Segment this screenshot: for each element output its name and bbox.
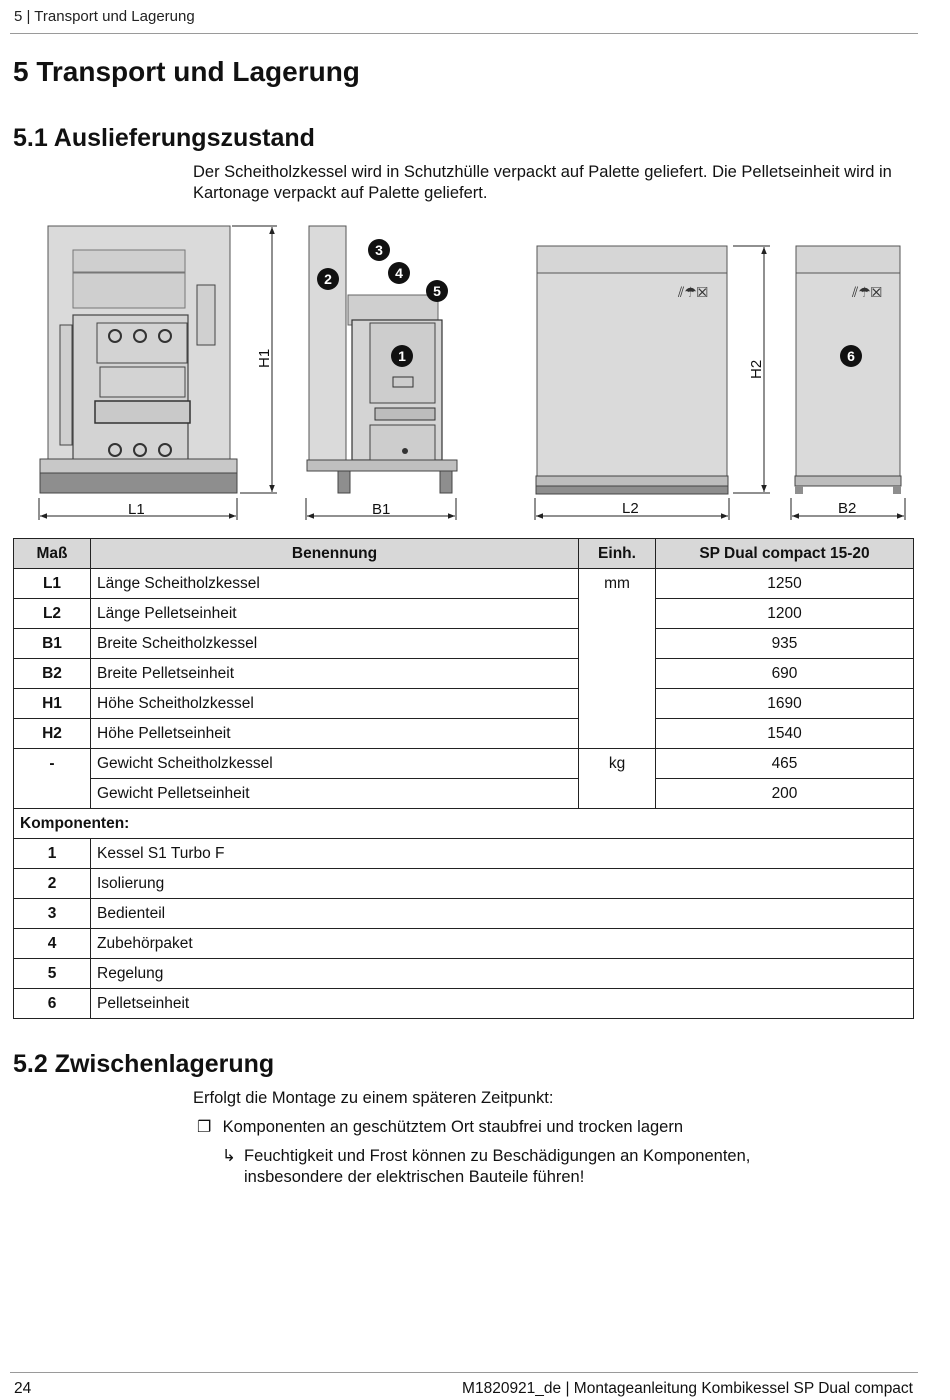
row-name: Gewicht Scheitholzkessel (91, 749, 579, 779)
row-code: B1 (14, 629, 91, 659)
row-name: Breite Pelletseinheit (91, 659, 579, 689)
section-title-storage: 5.2 Zwischenlagerung (13, 1050, 275, 1078)
row-value: 465 (656, 749, 914, 779)
result-arrow-icon: ↳ (222, 1147, 236, 1165)
row-code: L1 (14, 569, 91, 599)
firewood-boiler-front-view (307, 226, 457, 493)
component-number: 5 (14, 959, 91, 989)
storage-result (222, 1146, 750, 1188)
column-header-dimension: Maß (14, 539, 91, 569)
footer-divider (10, 1372, 918, 1373)
column-header-model: SP Dual compact 15-20 (656, 539, 914, 569)
row-name: Gewicht Pelletseinheit (91, 779, 579, 809)
row-code: B2 (14, 659, 91, 689)
svg-text:⫽☂☒: ⫽☂☒ (852, 284, 882, 300)
row-value: 1540 (656, 719, 914, 749)
table-row (14, 599, 914, 629)
row-name: Höhe Pelletseinheit (91, 719, 579, 749)
dim-label-b2: B2 (838, 500, 857, 517)
callout-6 (840, 345, 862, 367)
pellet-unit-side-view (536, 246, 728, 494)
component-number: 6 (14, 989, 91, 1019)
dim-label-l1: L1 (128, 501, 145, 518)
svg-text:5: 5 (433, 283, 441, 299)
table-row (14, 959, 914, 989)
row-code: L2 (14, 599, 91, 629)
component-name: Kessel S1 Turbo F (91, 839, 914, 869)
storage-step-text: Komponenten an geschütztem Ort staubfrei und trocken lagern (222, 1118, 684, 1136)
svg-text:⫽☂☒: ⫽☂☒ (678, 284, 708, 300)
component-number: 2 (14, 869, 91, 899)
column-header-designation: Benennung (91, 539, 579, 569)
unit-kg: kg (579, 749, 656, 809)
component-name: Isolierung (91, 869, 914, 899)
chapter-title: 5 Transport und Lagerung (13, 56, 360, 87)
row-value: 935 (656, 629, 914, 659)
callout-2 (317, 268, 339, 290)
section-title-delivery: 5.1 Auslieferungszustand (13, 124, 315, 152)
table-row (14, 779, 914, 809)
table-row (14, 719, 914, 749)
result-text-line1: Feuchtigkeit und Frost können zu Beschädigungen an Komponenten, (244, 1147, 751, 1165)
table-header-row (14, 539, 914, 569)
result-text-line2: insbesondere der elektrischen Bauteile führen! (244, 1168, 585, 1186)
checkbox-icon: ❐ (197, 1119, 212, 1136)
row-name: Höhe Scheitholzkessel (91, 689, 579, 719)
callout-3 (368, 239, 390, 261)
storage-step (197, 1117, 683, 1138)
component-name: Zubehörpaket (91, 929, 914, 959)
page-number: 24 (14, 1380, 32, 1397)
table-row (14, 629, 914, 659)
row-value: 1200 (656, 599, 914, 629)
svg-text:3: 3 (375, 242, 383, 258)
dim-label-l2: L2 (622, 500, 639, 517)
component-number: 3 (14, 899, 91, 929)
row-value: 200 (656, 779, 914, 809)
components-label: Komponenten: (14, 809, 914, 839)
component-name: Regelung (91, 959, 914, 989)
svg-text:1: 1 (398, 348, 406, 364)
table-row (14, 689, 914, 719)
firewood-boiler-side-view (40, 226, 237, 493)
svg-text:6: 6 (847, 348, 855, 364)
row-name: Länge Scheitholzkessel (91, 569, 579, 599)
component-name: Bedienteil (91, 899, 914, 929)
pellet-unit-front-view (795, 246, 901, 494)
table-row (14, 749, 914, 779)
running-header: 5 | Transport und Lagerung (14, 8, 195, 25)
callout-4 (388, 262, 410, 284)
components-header-row (14, 809, 914, 839)
component-name: Pelletseinheit (91, 989, 914, 1019)
callout-5 (426, 280, 448, 302)
dimension-figure (0, 215, 950, 525)
row-code: - (14, 749, 91, 809)
table-row (14, 869, 914, 899)
row-code: H2 (14, 719, 91, 749)
dim-label-h2: H2 (748, 359, 765, 379)
row-name: Länge Pelletseinheit (91, 599, 579, 629)
row-value: 690 (656, 659, 914, 689)
storage-intro: Erfolgt die Montage zu einem späteren Zeitpunkt: (193, 1089, 554, 1107)
column-header-unit: Einh. (579, 539, 656, 569)
svg-text:2: 2 (324, 271, 332, 287)
document-reference: M1820921_de | Montageanleitung Kombikessel SP Dual compact (462, 1380, 913, 1397)
table-row (14, 839, 914, 869)
table-row (14, 659, 914, 689)
header-divider (10, 33, 918, 34)
svg-text:4: 4 (395, 265, 403, 281)
row-value: 1250 (656, 569, 914, 599)
dim-label-h1: H1 (256, 348, 273, 368)
unit-mm: mm (579, 569, 656, 749)
component-number: 4 (14, 929, 91, 959)
row-code: H1 (14, 689, 91, 719)
dim-label-b1: B1 (372, 501, 391, 518)
delivery-text: Der Scheitholzkessel wird in Schutzhülle verpackt auf Palette geliefert. Die Pelletseinheit wird in Kartonage verpackt auf Palette geliefert. (193, 163, 892, 202)
table-row (14, 899, 914, 929)
dimensions-table (13, 538, 914, 1019)
boiler-drawing (0, 215, 950, 525)
table-row (14, 569, 914, 599)
table-row (14, 989, 914, 1019)
row-name: Breite Scheitholzkessel (91, 629, 579, 659)
row-value: 1690 (656, 689, 914, 719)
component-number: 1 (14, 839, 91, 869)
callout-1 (391, 345, 413, 367)
table-row (14, 929, 914, 959)
